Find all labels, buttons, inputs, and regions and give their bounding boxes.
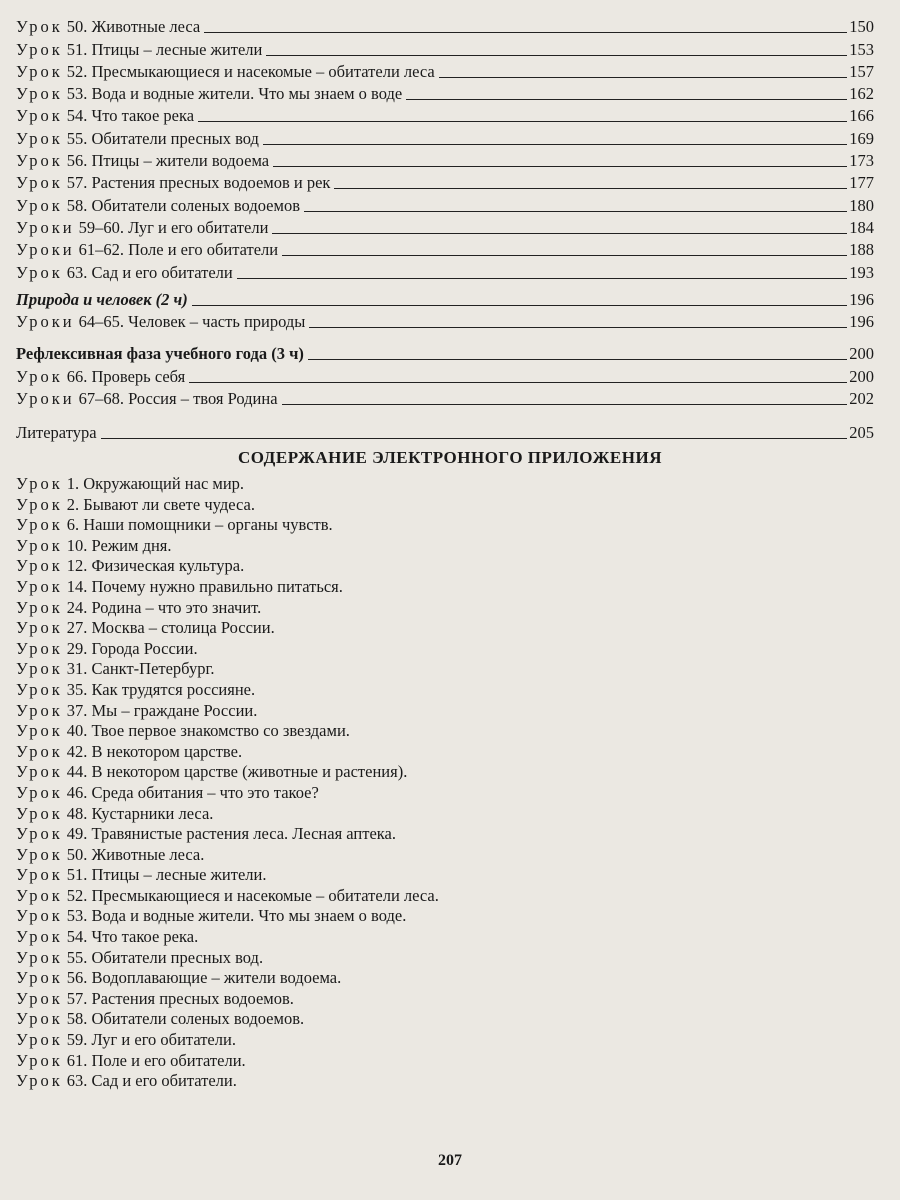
list-item	[16, 845, 636, 866]
lesson-number: 52.	[66, 61, 88, 81]
lesson-title: Птицы – жители водоема	[91, 151, 270, 171]
lesson-label: Урок	[16, 762, 63, 782]
lesson-title: 63. Сад и его обитатели.	[66, 1071, 237, 1091]
leader-line	[406, 99, 847, 100]
lesson-number: 54.	[66, 106, 88, 126]
lesson-label: Уроки	[16, 389, 75, 409]
page-ref: 177	[849, 173, 874, 193]
lesson-label: Урок	[16, 618, 63, 638]
lesson-title: Проверь себя	[91, 366, 186, 386]
toc-entry	[16, 388, 874, 410]
section-heading: СОДЕРЖАНИЕ ЭЛЕКТРОННОГО ПРИЛОЖЕНИЯ	[238, 448, 662, 467]
lesson-label: Урок	[16, 638, 63, 658]
lesson-title: Обитатели пресных вод	[91, 128, 259, 148]
leader-line	[198, 121, 847, 122]
lesson-title: Вода и водные жители. Что мы знаем о воде	[91, 84, 403, 104]
list-item	[16, 618, 636, 639]
list-item	[16, 1051, 636, 1072]
list-item	[16, 536, 636, 557]
lesson-title: 52. Пресмыкающиеся и насекомые – обитатели леса.	[66, 885, 439, 905]
lesson-label: Урок	[16, 366, 63, 386]
lesson-title: 55. Обитатели пресных вод.	[66, 947, 264, 967]
lesson-label: Урок	[16, 844, 63, 864]
lesson-number: 50.	[66, 17, 88, 37]
page-ref: 184	[849, 217, 874, 237]
page-ref: 200	[849, 344, 874, 364]
list-item	[16, 495, 636, 516]
lesson-title: 42. В некотором царстве.	[66, 741, 243, 761]
lesson-label: Урок	[16, 659, 63, 679]
lesson-label: Урок	[16, 39, 63, 59]
lesson-title: 44. В некотором царстве (животные и растения).	[66, 762, 408, 782]
lesson-number: 56.	[66, 151, 88, 171]
lesson-title: 40. Твое первое знакомство со звездами.	[66, 721, 350, 741]
lesson-title: Растения пресных водоемов и рек	[91, 173, 331, 193]
lesson-title: 12. Физическая культура.	[66, 556, 245, 576]
list-item	[16, 804, 636, 825]
lesson-label: Урок	[16, 824, 63, 844]
leader-line	[266, 55, 847, 56]
lesson-label: Урок	[16, 84, 63, 104]
toc-entry	[16, 239, 874, 261]
lesson-title: 56. Водоплавающие – жители водоема.	[66, 968, 342, 988]
lesson-label: Урок	[16, 927, 63, 947]
lesson-label: Урок	[16, 535, 63, 555]
leader-line	[272, 233, 847, 234]
lesson-title: Поле и его обитатели	[128, 240, 279, 260]
list-item	[16, 1009, 636, 1030]
lesson-label: Урок	[16, 128, 63, 148]
page-ref: 173	[849, 151, 874, 171]
lesson-label: Урок	[16, 173, 63, 193]
lesson-label: Урок	[16, 61, 63, 81]
list-item	[16, 906, 636, 927]
lesson-label: Урок	[16, 700, 63, 720]
page-ref: 196	[849, 312, 874, 332]
page-number: 207	[438, 1152, 462, 1169]
lesson-label: Урок	[16, 195, 63, 215]
toc-entry	[16, 150, 874, 172]
lesson-label: Урок	[16, 1050, 63, 1070]
lesson-title: 1. Окружающий нас мир.	[66, 474, 245, 493]
lesson-title: 54. Что такое река.	[66, 927, 199, 947]
page-ref: 162	[849, 84, 874, 104]
lesson-label: Урок	[16, 865, 63, 885]
leader-line	[282, 255, 847, 256]
lesson-label: Урок	[16, 1030, 63, 1050]
lesson-title: Луг и его обитатели	[128, 217, 269, 237]
lesson-title: Обитатели соленых водоемов	[91, 195, 300, 215]
list-item	[16, 886, 636, 907]
toc-entry	[16, 105, 874, 127]
lesson-title: 31. Санкт-Петербург.	[66, 659, 215, 679]
lesson-number: 66.	[66, 366, 88, 386]
lesson-number: 53.	[66, 84, 88, 104]
lesson-label: Уроки	[16, 312, 75, 332]
toc-entry	[16, 261, 874, 283]
toc-entry	[16, 16, 874, 38]
toc-entry	[16, 38, 874, 60]
list-item	[16, 783, 636, 804]
toc-entry	[16, 289, 874, 311]
lesson-label: Урок	[16, 988, 63, 1008]
toc-entry	[16, 422, 874, 444]
section-title: Литература	[16, 423, 97, 443]
lesson-label: Уроки	[16, 240, 75, 260]
lesson-number: 67–68.	[78, 389, 124, 409]
lesson-label: Урок	[16, 906, 63, 926]
lesson-title: Человек – часть природы	[128, 312, 306, 332]
page-ref: 205	[849, 423, 874, 443]
lesson-number: 51.	[66, 39, 88, 59]
lesson-title: 6. Наши помощники – органы чувств.	[66, 515, 333, 535]
list-item	[16, 721, 636, 742]
toc-entry	[16, 83, 874, 105]
list-item	[16, 474, 636, 495]
lesson-number: 59–60.	[78, 217, 124, 237]
list-item	[16, 556, 636, 577]
lesson-label: Урок	[16, 741, 63, 761]
lesson-number: 64–65.	[78, 312, 124, 332]
toc-entry	[16, 343, 874, 365]
page-ref: 180	[849, 195, 874, 215]
list-item	[16, 948, 636, 969]
lesson-label: Урок	[16, 17, 63, 37]
lesson-title: 49. Травянистые растения леса. Лесная аптека.	[66, 824, 396, 844]
page-ref: 169	[849, 128, 874, 148]
lesson-label: Урок	[16, 947, 63, 967]
leader-line	[237, 278, 848, 279]
page-ref: 193	[849, 262, 874, 282]
leader-line	[304, 211, 847, 212]
lesson-title: 2. Бывают ли свете чудеса.	[66, 494, 255, 514]
page-ref: 166	[849, 106, 874, 126]
lesson-label: Урок	[16, 782, 63, 802]
lesson-title: 29. Города России.	[66, 638, 198, 658]
lesson-label: Урок	[16, 885, 63, 905]
lesson-title: 37. Мы – граждане России.	[66, 700, 258, 720]
toc-entry	[16, 172, 874, 194]
section-title: Природа и человек (2 ч)	[16, 289, 188, 309]
toc-entry	[16, 127, 874, 149]
list-item	[16, 968, 636, 989]
lesson-number: 63.	[66, 262, 88, 282]
lesson-label: Урок	[16, 474, 63, 493]
electronic-appendix-list	[16, 474, 636, 1092]
lesson-title: 46. Среда обитания – что это такое?	[66, 782, 319, 802]
page-ref: 200	[849, 366, 874, 386]
lesson-title: Сад и его обитатели	[91, 262, 233, 282]
leader-line	[189, 382, 847, 383]
lesson-title: 51. Птицы – лесные жители.	[66, 865, 267, 885]
lesson-title: Пресмыкающиеся и насекомые – обитатели леса	[91, 61, 435, 81]
lesson-title: Животные леса	[91, 17, 201, 37]
lesson-title: Что такое река	[91, 106, 195, 126]
lesson-label: Урок	[16, 576, 63, 596]
lesson-label: Урок	[16, 151, 63, 171]
lesson-title: 10. Режим дня.	[66, 535, 172, 555]
leader-line	[309, 327, 847, 328]
lesson-title: 48. Кустарники леса.	[66, 803, 214, 823]
lesson-label: Урок	[16, 721, 63, 741]
list-item	[16, 762, 636, 783]
section-title: Рефлексивная фаза учебного года (3 ч)	[16, 344, 304, 364]
lesson-title: 14. Почему нужно правильно питаться.	[66, 576, 343, 596]
leader-line	[308, 359, 847, 360]
toc-entry	[16, 217, 874, 239]
lesson-number: 61–62.	[78, 240, 124, 260]
list-item	[16, 577, 636, 598]
lesson-label: Урок	[16, 679, 63, 699]
leader-line	[192, 305, 848, 306]
list-item	[16, 742, 636, 763]
page-ref: 202	[849, 389, 874, 409]
lesson-title: 58. Обитатели соленых водоемов.	[66, 1009, 305, 1029]
lesson-title: 61. Поле и его обитатели.	[66, 1050, 246, 1070]
table-of-contents	[16, 16, 874, 444]
lesson-label: Урок	[16, 106, 63, 126]
list-item	[16, 680, 636, 701]
lesson-title: 27. Москва – столица России.	[66, 618, 275, 638]
lesson-label: Урок	[16, 803, 63, 823]
toc-entry	[16, 61, 874, 83]
list-item	[16, 989, 636, 1010]
lesson-title: 57. Растения пресных водоемов.	[66, 988, 294, 1008]
leader-line	[204, 32, 847, 33]
lesson-number: 55.	[66, 128, 88, 148]
toc-entry	[16, 365, 874, 387]
toc-entry	[16, 311, 874, 333]
lesson-label: Урок	[16, 1009, 63, 1029]
leader-line	[439, 77, 848, 78]
lesson-label: Урок	[16, 968, 63, 988]
page-ref: 188	[849, 240, 874, 260]
lesson-number: 58.	[66, 195, 88, 215]
lesson-number: 57.	[66, 173, 88, 193]
list-item	[16, 865, 636, 886]
toc-entry	[16, 194, 874, 216]
list-item	[16, 824, 636, 845]
lesson-title: 53. Вода и водные жители. Что мы знаем о воде.	[66, 906, 407, 926]
lesson-label: Урок	[16, 515, 63, 535]
list-item	[16, 659, 636, 680]
lesson-title: 24. Родина – что это значит.	[66, 597, 262, 617]
lesson-label: Урок	[16, 1071, 63, 1091]
list-item	[16, 598, 636, 619]
lesson-label: Урок	[16, 597, 63, 617]
lesson-label: Урок	[16, 494, 63, 514]
page-ref: 157	[849, 61, 874, 81]
lesson-label: Урок	[16, 556, 63, 576]
leader-line	[273, 166, 847, 167]
page-ref: 153	[849, 39, 874, 59]
lesson-label: Урок	[16, 262, 63, 282]
leader-line	[334, 188, 847, 189]
list-item	[16, 1030, 636, 1051]
leader-line	[263, 144, 847, 145]
list-item	[16, 1071, 636, 1092]
lesson-title: 50. Животные леса.	[66, 844, 205, 864]
leader-line	[101, 438, 848, 439]
list-item	[16, 927, 636, 948]
page-ref: 150	[849, 17, 874, 37]
list-item	[16, 515, 636, 536]
lesson-title: 35. Как трудятся россияне.	[66, 679, 256, 699]
leader-line	[282, 404, 848, 405]
lesson-title: 59. Луг и его обитатели.	[66, 1030, 236, 1050]
lesson-title: Россия – твоя Родина	[128, 389, 278, 409]
lesson-title: Птицы – лесные жители	[91, 39, 263, 59]
list-item	[16, 701, 636, 722]
list-item	[16, 639, 636, 660]
page-ref: 196	[849, 289, 874, 309]
lesson-label: Уроки	[16, 217, 75, 237]
